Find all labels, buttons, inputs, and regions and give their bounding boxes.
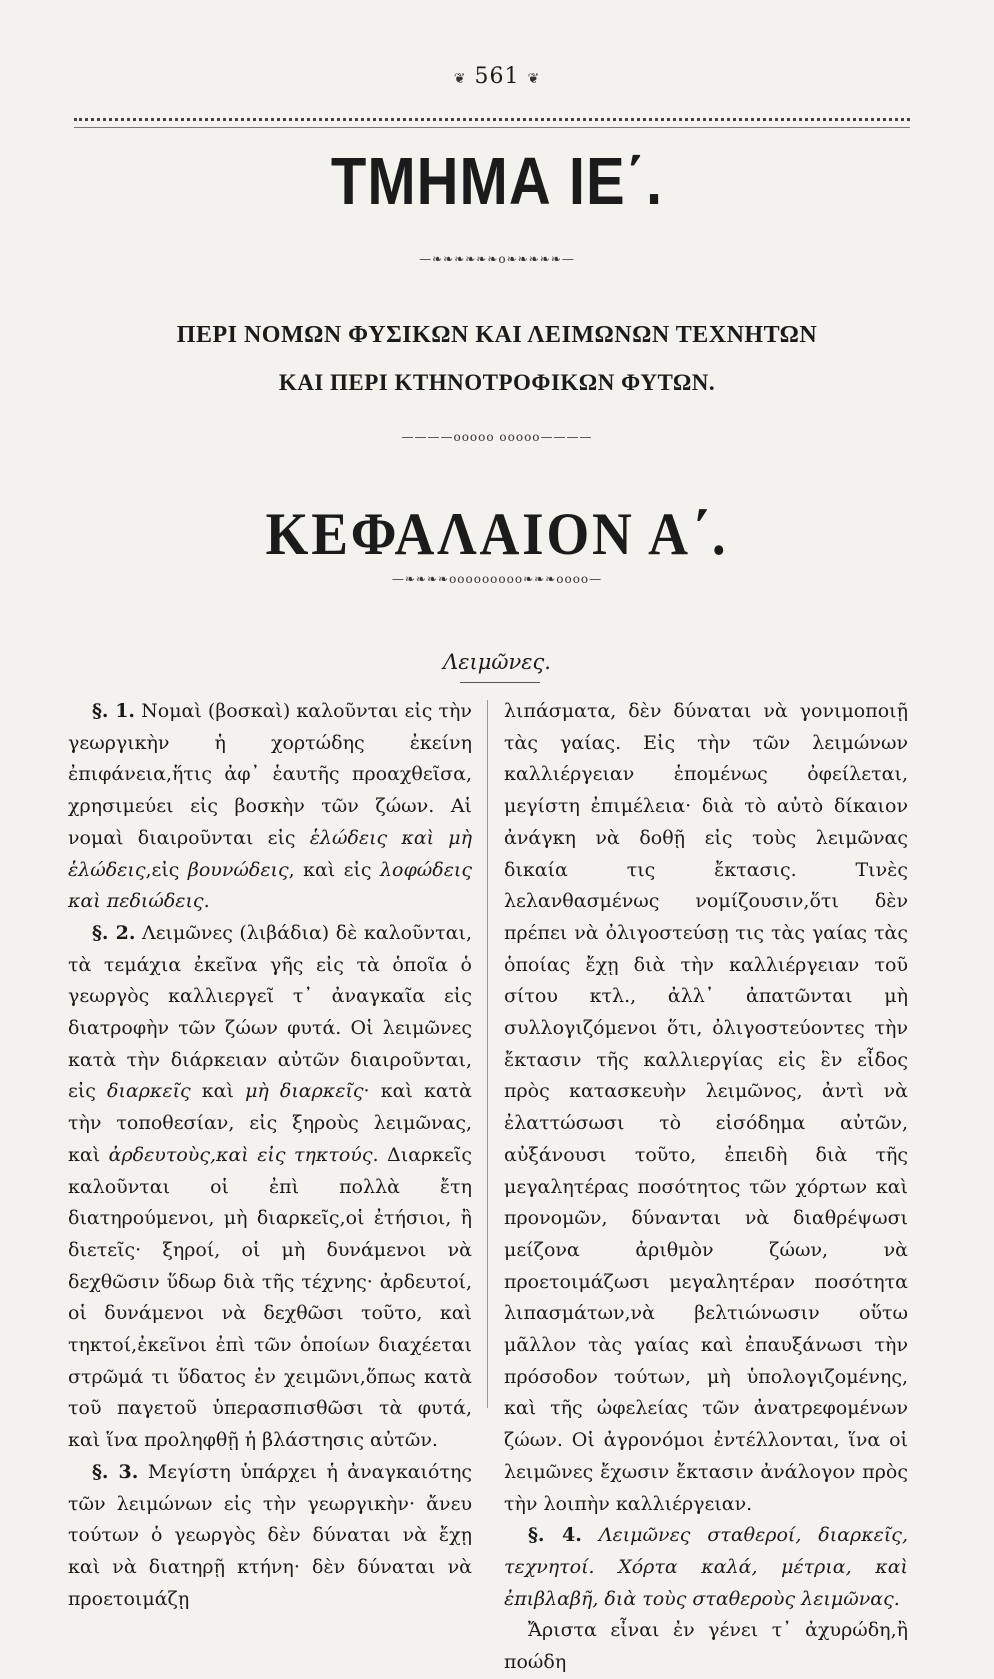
section-number: §. 3. [92, 1460, 139, 1483]
section-number: §. 1. [92, 700, 136, 722]
paragraph-4: §. 4. Λειμῶνες σταθεροί, διαρκεῖς, τεχνητοί. Χόρτα καλά, μέτρια, καὶ ἐπιβλαβῆ, διὰ τοὺς σταθεροὺς λειμῶνας. [504, 1524, 908, 1610]
column-divider [487, 700, 488, 1408]
paragraph-1: §. 1. Νομαὶ (βοσκαὶ) καλοῦνται εἰς τὴν γεωργικὴν ἡ χορτώδης ἐκείνη ἐπιφάνεια,ἥτις ἀφ᾿ ἑαυτῆς προαχθεῖσα, χρησιμεύει εἰς βοσκὴν τῶν ζώων. Αἱ νομαὶ διαιροῦνται εἰς ἑλώδεις καὶ μὴ ἑλώδεις,εἰς βουνώδεις, καὶ εἰς λοφώδεις καὶ πεδιώδεις. [68, 700, 472, 913]
top-dotted-rule [74, 118, 910, 128]
page-number-text: 561 [474, 64, 520, 89]
chapter-title: ΚΕΦΑΛΑΙΟΝ Α΄. [265, 501, 729, 567]
subsection-heading: Λειμῶνες. [443, 650, 551, 674]
paragraph-5: Ἄριστα εἶναι ἐν γένει τ᾿ ἀχυρώδη,ἢ ποώδη [504, 1619, 908, 1674]
section-number: §. 4. [528, 1524, 582, 1547]
heading-underline [460, 682, 540, 683]
ornament-rule-3: —❧❧❧❧ooooooooo❧❧❧oooo— [391, 572, 603, 586]
ornament-rule-1: —❧❧❧❧❧❧o❧❧❧❧❧— [419, 252, 575, 266]
paragraph-3-continued: λιπάσματα, δὲν δύναται νὰ γονιμοποιῇ τὰς γαίας. Εἰς τὴν τῶν λειμώνων καλλιέργειαν ἑπομένως ὀφείλεται, μεγίστη ἐπιμέλεια· διὰ τὸ αὐτὸ δίκαιον ἀνάγκη νὰ δοθῇ εἰς τοὺς λειμῶνας δικαία τις ἔκτασις. Τινὲς λελανθασμένως νομίζουσιν,ὅτι δὲν πρέπει νὰ ὀλιγοστεύσῃ τις τὰς γαίας τὰς ὁποίας ἔχῃ διὰ τὴν καλλιέργειαν τοῦ σίτου κτλ., ἀλλ᾿ ἀπατῶνται μὴ συλλογιζόμενοι ὅτι, ὀλιγοστεύοντες τὴν ἔκτασιν τῆς καλλιεργίας εἰς ἓν εἶδος πρὸς κατασκευὴν λειμῶνος, ἀντὶ νὰ ἐλαττώσωσι τὸ εἰσόδημα αὐτῶν, αὐξάνουσι τοῦτο, ἐπειδὴ διὰ τῆς μεγαλητέρας ποσότητος τῶν χόρτων καὶ προνομῶν, δύνανται νὰ διαθρέψωσι μείζονα ἀριθμὸν ζώων, νὰ προετοιμάζωσι μεγαλητέραν ποσότητα λιπασμάτων,νὰ βελτιώνωσιν οὕτω μᾶλλον τὰς γαίας καὶ ἐπαυξάνωσι τὴν πρόσοδον τούτων, μὴ ὑπολογιζομένης, καὶ τῆς ὠφελείας τῶν ἀνατρεφομένων ζώων. Οἱ ἀγρονόμοι ἐντέλλονται, ἵνα οἱ λειμῶνες ἔχωσιν ἔκτασιν ἀνάλογον πρὸς τὴν λοιπὴν καλλιέργειαν. [504, 700, 908, 1515]
ornament-left: ❦ [453, 71, 467, 87]
subtitle-line-1: ΠΕΡΙ ΝΟΜΩΝ ΦΥΣΙΚΩΝ ΚΑΙ ΛΕΙΜΩΝΩΝ ΤΕΧΝΗΤΩΝ [176, 322, 818, 348]
left-column [68, 696, 472, 1615]
paragraph-2: §. 2. Λειμῶνες (λιβάδια) δὲ καλοῦνται, τὰ τεμάχια ἐκεῖνα γῆς εἰς τὰ ὁποῖα ὁ γεωργὸς καλλιεργεῖ τ᾿ ἀναγκαῖα εἰς διατροφὴν τῶν ζώων φυτά. Οἱ λειμῶνες κατὰ τὴν διάρκειαν αὐτῶν διαιροῦνται, εἰς διαρκεῖς καὶ μὴ διαρκεῖς· καὶ κατὰ τὴν τοποθεσίαν, εἰς ξηροὺς λειμῶνας, καὶ ἀρδευτοὺς,καὶ εἰς τηκτούς. Διαρκεῖς καλοῦνται οἱ ἐπὶ πολλὰ ἔτη διατηρούμενοι, μὴ διαρκεῖς,οἱ ἐτήσιοι, ἢ διετεῖς· ξηροί, οἱ μὴ δυνάμενοι νὰ δεχθῶσιν ὕδωρ διὰ τῆς τέχνης· ἀρδευτοί, οἱ δυνάμενοι νὰ δεχθῶσι τοῦτο, καὶ τηκτοί,ἐκεῖνοι ἐπὶ τῶν ὁποίων διαχέεται στρῶμά τι ὕδατος ἐν χειμῶνι,ὅπως κατὰ τοῦ παγετοῦ ὑπερασπισθῶσι τὰ φυτά, καὶ ἵνα προληφθῇ ἡ βλάστησις αὐτῶν. [68, 921, 473, 1452]
page-number [0, 64, 994, 89]
right-column [504, 696, 908, 1679]
section-title: ΤΜΗΜΑ ΙΕ΄. [330, 144, 664, 219]
ornament-right: ❦ [527, 71, 541, 87]
ornament-rule-2: ————ooooo ooooo———— [401, 430, 593, 444]
section-number: §. 2. [92, 921, 136, 944]
subtitle-line-2: ΚΑΙ ΠΕΡΙ ΚΤΗΝΟΤΡΟΦΙΚΩΝ ΦΥΤΩΝ. [278, 370, 716, 395]
paragraph-3: §. 3. Μεγίστη ὑπάρχει ἡ ἀναγκαιότης τῶν λειμώνων εἰς τὴν γεωργικὴν· ἄνευ τούτων ὁ γεωργὸς δὲν δύναται νὰ ἔχῃ καὶ νὰ διατηρῇ κτήνη· δὲν δύναται νὰ προετοιμάζῃ [68, 1460, 472, 1610]
